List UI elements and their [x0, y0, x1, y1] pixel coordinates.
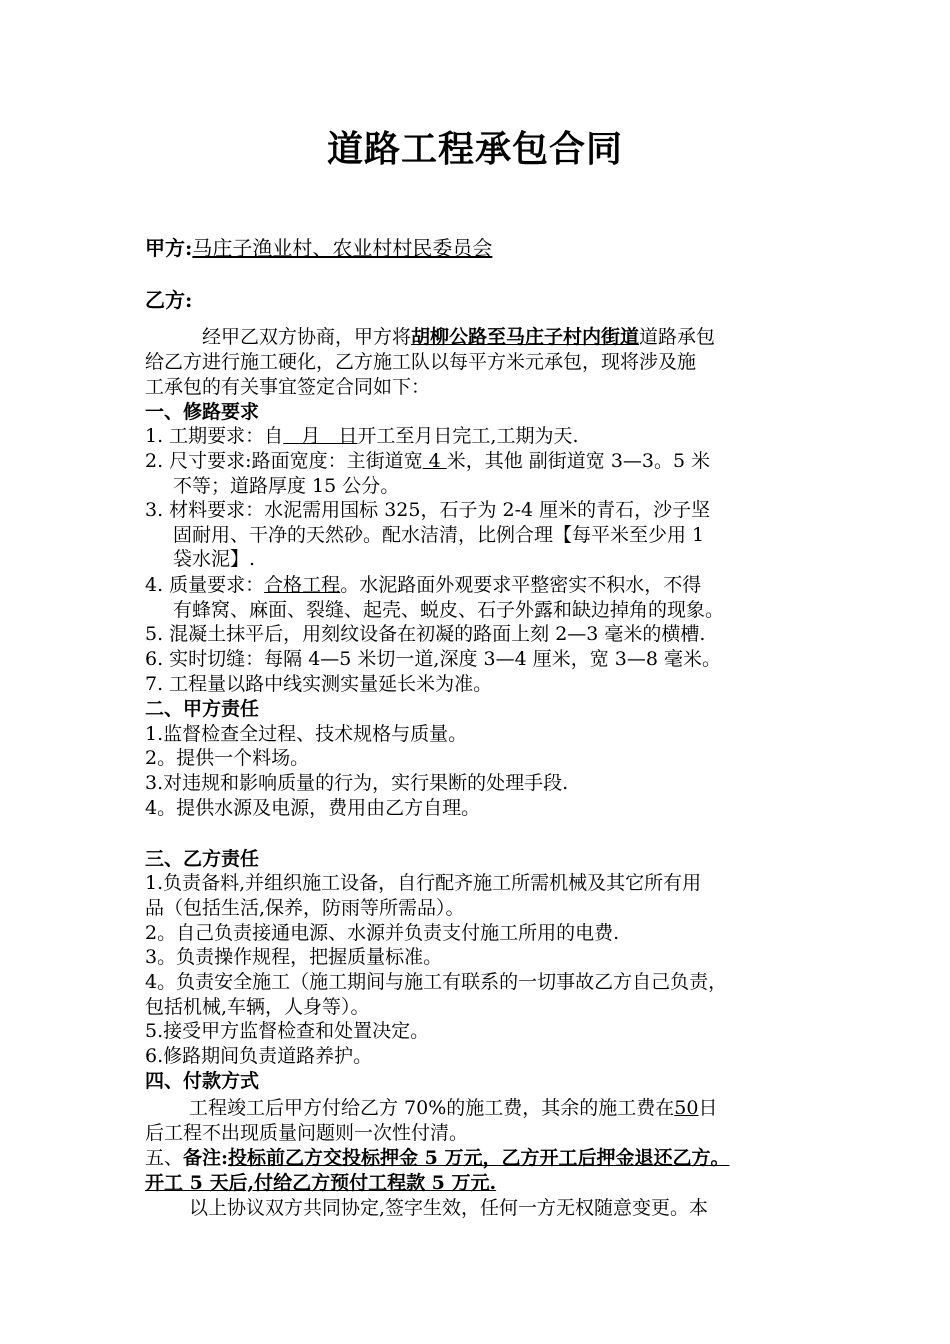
s3-item-3: 3。负责操作规程，把握质量标准。 [145, 946, 443, 968]
s2-item-3: 3.对违规和影响质量的行为，实行果断的处理手段. [145, 772, 569, 794]
s1-item-6: 6. 实时切缝：每隔 4—5 米切一道,深度 3—4 厘米，宽 3—8 毫米。 [145, 648, 721, 670]
s1-item-1-text-a: 1. 工期要求：自 [145, 425, 284, 447]
s3-item-1-line-1: 1.负责备料,并组织施工设备，自行配齐施工所需机械及其它所有用 [145, 872, 702, 894]
party-a-label: 甲方: [145, 236, 193, 260]
section-1-heading: 一、修路要求 [145, 401, 260, 423]
s1-item-1-date-blank: 月 日 [283, 425, 358, 447]
party-b-label: 乙方: [145, 288, 193, 312]
closing-text: 以上协议双方共同协定,签字生效，任何一方无权随意变更。本 [189, 1197, 709, 1219]
intro-text-c: 道路承包 [639, 326, 716, 348]
s1-item-4-line-1 [145, 573, 845, 597]
s3-item-5: 5.接受甲方监督检查和处置决定。 [145, 1020, 430, 1042]
s1-item-3-line-3: 袋水泥】. [173, 548, 256, 570]
s1-item-3-line-1: 3. 材料要求：水泥需用国标 325，石子为 2-4 厘米的青石，沙子坚 [145, 499, 711, 521]
intro-line-1 [145, 325, 845, 349]
intro-line-2: 给乙方进行施工硬化，乙方施工队以每平方米元承包，现将涉及施 [145, 351, 697, 373]
s3-item-6: 6.修路期间负责道路养护。 [145, 1045, 373, 1067]
closing-line [145, 1196, 845, 1220]
s3-item-4-line-2: 包括机械,车辆，人身等）。 [145, 996, 370, 1018]
s1-item-1-text-b: 开工至月日完工,工期为天. [357, 425, 579, 447]
intro-line-3: 工承包的有关事宜签定合同如下： [145, 376, 431, 398]
s3-item-2: 2。自己负责接通电源、水源并负责支付施工所用的电费. [145, 922, 620, 944]
s1-item-4-line-2: 有蜂窝、麻面、裂缝、起壳、蜕皮、石子外露和缺边掉角的现象。 [173, 599, 725, 621]
s5-deposit-text: 投标前乙方交投标押金 5 万元，乙方开工后押金退还乙方。 [228, 1147, 730, 1169]
s2-item-2: 2。提供一个料场。 [145, 747, 310, 769]
s5-line-2: 开工 5 天后,付给乙方预付工程款 5 万元. [145, 1172, 497, 1194]
s1-item-4-text-a: 4. 质量要求： [145, 574, 265, 596]
s5-prefix: 五、 [145, 1147, 184, 1169]
s2-item-4: 4。提供水源及电源，费用由乙方自理。 [145, 797, 481, 819]
s1-item-2-text-a: 2. 尺寸要求:路面宽度：主街道宽 [145, 450, 423, 472]
section-4-heading: 四、付款方式 [145, 1070, 260, 1092]
section-3-heading: 三、乙方责任 [145, 848, 260, 870]
s4-days: 50 [674, 1097, 699, 1119]
s1-item-3-line-2: 固耐用、干净的天然砂。配水洁清，比例合理【每平米至少用 1 [173, 524, 705, 546]
party-b-line [145, 288, 845, 312]
s1-item-7: 7. 工程量以路中线实测实量延长米为准。 [145, 673, 493, 695]
s5-line-1 [145, 1146, 845, 1170]
s1-item-2-text-b: 米，其他 副街道宽 3—3。5 米 [446, 450, 711, 472]
s4-text-b: 日 [698, 1097, 718, 1119]
page-title: 道路工程承包合同 [326, 128, 623, 170]
s5-label: 备注: [183, 1147, 229, 1169]
intro-road-name: 胡柳公路至马庄子村内街道 [411, 326, 640, 348]
party-a-line [145, 236, 845, 260]
s1-item-4-quality: 合格工程 [264, 574, 341, 596]
section-2-heading: 二、甲方责任 [145, 698, 260, 720]
s2-item-1: 1.监督检查全过程、技术规格与质量。 [145, 723, 468, 745]
s1-item-4-text-b: 。水泥路面外观要求平整密实不积水，不得 [340, 574, 702, 596]
s1-item-1 [145, 424, 845, 448]
intro-text-a: 经甲乙双方协商，甲方将 [202, 326, 412, 348]
s1-item-2-width-blank: 4 [422, 450, 447, 472]
s1-item-2-line-1 [145, 449, 845, 473]
s1-item-2-line-2: 不等；道路厚度 15 公分。 [173, 475, 400, 497]
party-a-value: 马庄子渔业村、农业村村民委员会 [192, 236, 493, 260]
s4-line-2: 后工程不出现质量问题则一次性付清。 [145, 1122, 469, 1144]
s4-text-a: 工程竣工后甲方付给乙方 70%的施工费，其余的施工费在 [189, 1097, 675, 1119]
s3-item-1-line-2: 品（包括生活,保养，防雨等所需品）。 [145, 897, 465, 919]
s1-item-5: 5. 混凝土抹平后，用刻纹设备在初凝的路面上刻 2—3 毫米的横槽. [145, 623, 706, 645]
s4-line-1 [145, 1096, 845, 1120]
s3-item-4-line-1: 4。负责安全施工（施工期间与施工有联系的一切事故乙方自己负责， [145, 971, 728, 993]
